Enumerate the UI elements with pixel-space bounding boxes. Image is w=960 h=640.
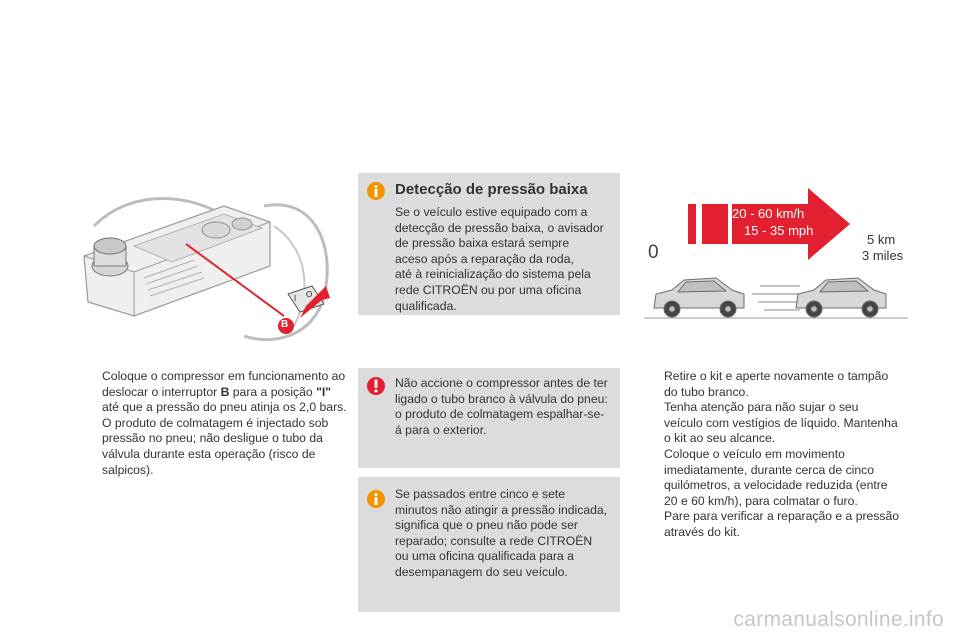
text-line: Coloque o compressor em funcionamento ao xyxy=(102,369,346,383)
text-line: pressão no pneu; não desligue o tubo da xyxy=(102,431,323,446)
right-bullet-1 xyxy=(642,369,922,447)
text-line: 20 e 60 km/h), para colmatar o furo. xyxy=(664,493,858,508)
info-icon xyxy=(366,181,386,201)
switch-off-label: O xyxy=(306,290,313,299)
car-stationary xyxy=(654,278,744,317)
right-bullet-2 xyxy=(642,447,922,509)
speed-mph-label: 15 - 35 mph xyxy=(744,223,814,238)
text-line: Pare para verificar a reparação e a pressão xyxy=(664,509,900,524)
text-line: minutos não atingir a pressão indicada, xyxy=(395,502,608,517)
text-line: de pressão baixa estará sempre xyxy=(395,236,570,251)
switch-on-label: I xyxy=(294,294,297,303)
text-line: á para o exterior. xyxy=(395,422,487,437)
text-line: o kit ao seu alcance. xyxy=(664,431,776,446)
text-line: ligado o tubo branco à válvula do pneu: xyxy=(395,391,608,406)
text-line: quilómetros, a velocidade reduzida (entre xyxy=(664,478,888,493)
speed-kmh-label: 20 - 60 km/h xyxy=(732,206,805,221)
text-line: Se o veículo estive equipado com a xyxy=(395,205,588,219)
position-label: "I" xyxy=(316,384,332,399)
text-line: válvula durante esta operação (risco de xyxy=(102,446,316,461)
compressor-illustration xyxy=(74,186,340,352)
info-icon xyxy=(366,489,386,509)
text-line xyxy=(102,385,350,401)
text-line: Não accione o compressor antes de ter xyxy=(395,376,608,390)
start-label: 0 xyxy=(648,242,659,263)
text-fragment: deslocar o interruptor xyxy=(102,384,221,399)
text-line: Coloque o veículo em movimento xyxy=(664,446,845,461)
text-line: qualificada. xyxy=(395,298,457,313)
warning-icon xyxy=(366,376,386,396)
warning-box xyxy=(358,368,620,468)
text-line: detecção de pressão baixa, o avisador xyxy=(395,220,604,235)
left-column xyxy=(80,369,350,478)
text-line: desempanagem do seu veículo. xyxy=(395,564,568,579)
text-line: Retire o kit e aperte novamente o tampão xyxy=(664,369,889,383)
callout-letter: B xyxy=(281,319,289,330)
text-line: até à reinicialização do sistema pela xyxy=(395,267,591,282)
text-line: através do kit. xyxy=(664,524,740,539)
switch-letter: B xyxy=(220,384,230,399)
distance-km-label: 5 km xyxy=(867,232,896,247)
text-line: rede CITROËN ou por uma oficina xyxy=(395,282,582,297)
text-line: ou uma oficina qualificada para a xyxy=(395,549,574,564)
text-line: até que a pressão do pneu atinja os 2,0 bars. xyxy=(102,400,347,415)
right-bullet-3 xyxy=(642,509,922,540)
text-fragment: para a posição xyxy=(229,384,317,399)
speed-diagram xyxy=(640,180,912,330)
text-line: imediatamente, durante cerca de cinco xyxy=(664,462,875,477)
text-line: Se passados entre cinco e sete xyxy=(395,487,566,501)
text-line: o produto de colmatagem espalhar-se- xyxy=(395,407,605,422)
right-column xyxy=(642,369,922,541)
text-line: significa que o pneu não pode ser xyxy=(395,518,578,533)
text-line: Tenha atenção para não sujar o seu xyxy=(664,400,859,415)
text-line: salpicos). xyxy=(102,462,154,477)
box-title: Detecção de pressão baixa xyxy=(395,181,588,198)
watermark: carmanualsonline.info xyxy=(733,608,944,631)
text-line: aceso após a reparação da roda, xyxy=(395,251,574,266)
info-box-low-pressure xyxy=(358,173,620,315)
text-line: veículo com vestígios de líquido. Mantenha xyxy=(664,415,898,430)
text-line: reparado; consulte a rede CITROËN xyxy=(395,533,593,548)
box-text xyxy=(395,376,608,438)
car-moving xyxy=(796,278,886,317)
text-line: O produto de colmatagem é injectado sob xyxy=(102,415,329,430)
box-text xyxy=(395,487,607,581)
box-text xyxy=(395,205,604,314)
left-bullet xyxy=(80,369,350,478)
info-box-pressure-not-reached xyxy=(358,477,620,612)
compressor-drawing xyxy=(74,186,340,352)
text-line: do tubo branco. xyxy=(664,384,749,399)
distance-miles-label: 3 miles xyxy=(862,248,904,263)
